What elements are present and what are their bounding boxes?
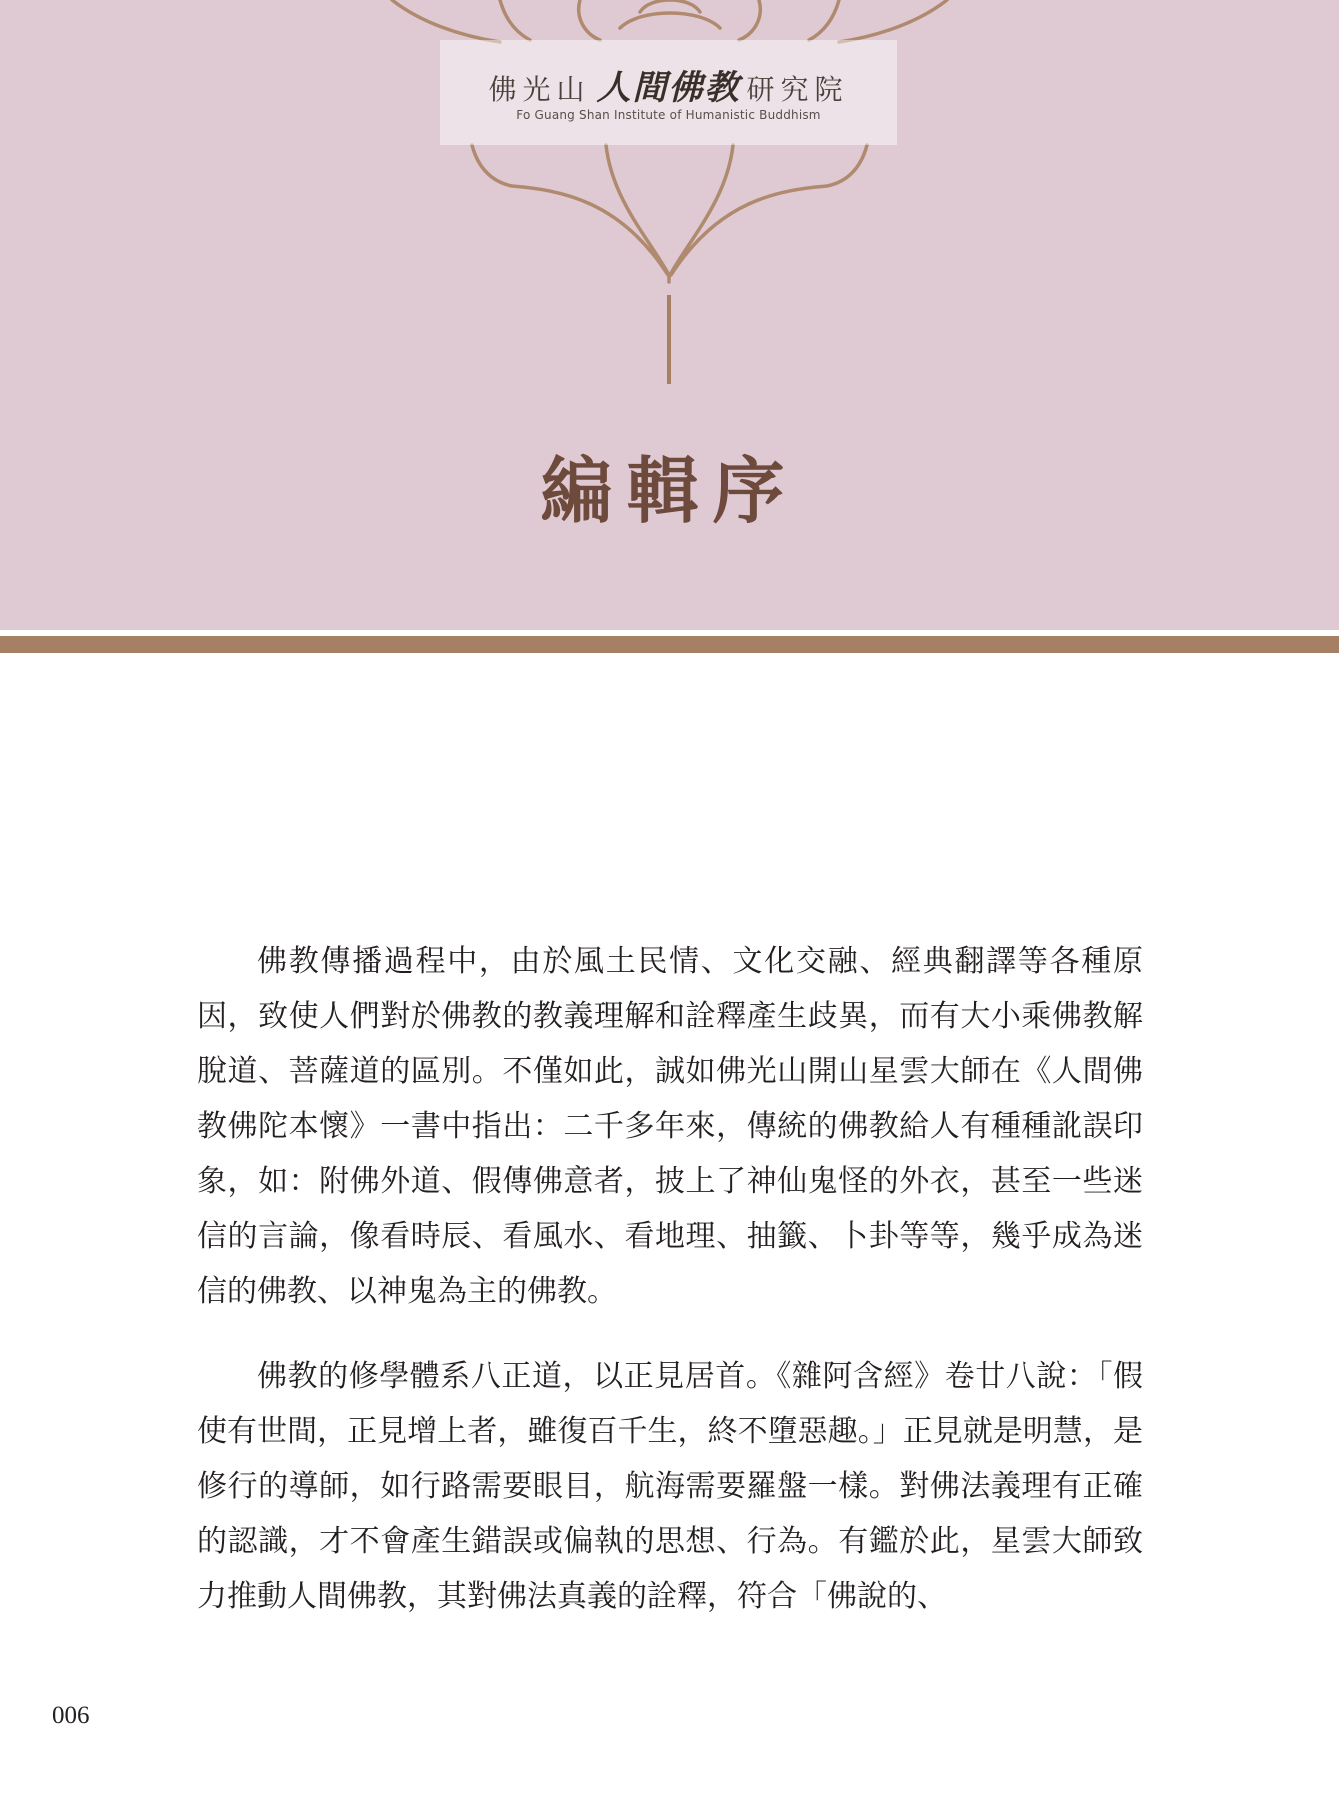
logo-title-left: 佛光山 xyxy=(488,73,591,106)
page-title: 編輯序 xyxy=(540,448,799,533)
logo-title xyxy=(440,60,897,109)
paragraph: 佛教傳播過程中，由於風土民情、文化交融、經典翻譯等各種原因，致使人們對於佛教的教義理解和詮釋產生歧異，而有大小乘佛教解脫道、菩薩道的區別。不僅如此，誠如佛光山開山星雲大師在《人間佛教佛陀本懷》一書中指出：二千多年來，傳統的佛教給人有種種訛誤印象，如：附佛外道、假傳佛意者，披上了神仙鬼怪的外衣，甚至一些迷信的言論，像看時辰、看風水、看地理、抽籤、卜卦等等，幾乎成為迷信的佛教、以神鬼為主的佛教。 xyxy=(197,944,1143,1309)
logo-title-right: 研究院 xyxy=(746,73,849,106)
body-text xyxy=(197,934,1143,1654)
logo-title-stylized: 人間佛教 xyxy=(596,68,741,108)
institute-logo xyxy=(440,40,897,145)
logo-subtitle: Fo Guang Shan Institute of Humanistic Buddhism xyxy=(516,108,821,122)
header-band xyxy=(0,0,1339,630)
page-number: 006 xyxy=(52,1702,90,1729)
paragraph: 佛教的修學體系八正道，以正見居首。《雜阿含經》卷廿八說：「假使有世間，正見增上者，雖復百千生，終不墮惡趣。」正見就是明慧，是修行的導師，如行路需要眼目，航海需要羅盤一樣。對佛法義理有正確的認識，才不會產生錯誤或偏執的思想、行為。有鑑於此，星雲大師致力推動人間佛教，其對佛法真義的詮釋，符合「佛說的、 xyxy=(197,1359,1143,1614)
header-divider xyxy=(0,636,1339,653)
